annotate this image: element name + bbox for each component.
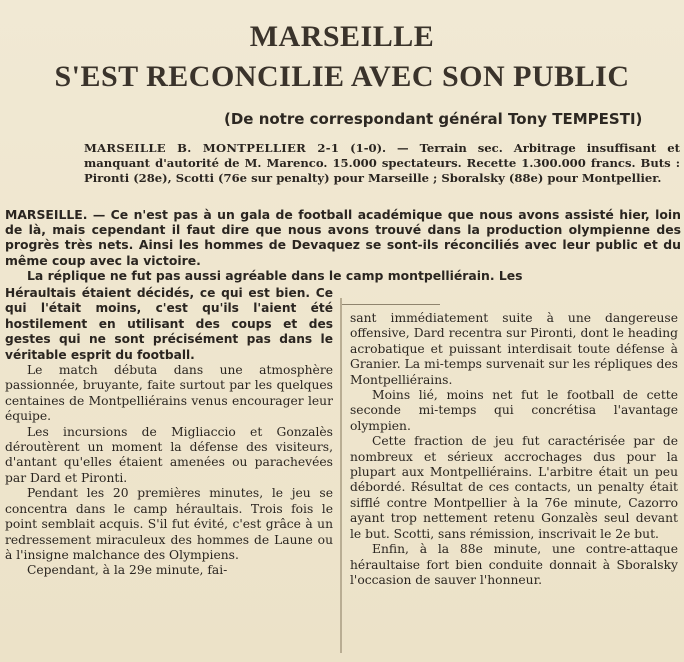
column-header-rule [340, 304, 440, 305]
right-paragraph-1: sant immédiatement suite à une dangereuse offensive, Dard recentra sur Pironti, dont le heading acrobatique et puissant interdisait toute défense à Granier. La mi-temps survenait sur les répliques des Montpelliérains. [350, 311, 678, 387]
intro-text: MARSEILLE. — Ce n'est pas à un gala de football académique que nous avons assisté hier, loin de là, mais cependant il faut dire que nous avons trouvé dans la production olympienne des progrès très nets. Ainsi les hommes de Devaquez se sont-ils réconciliés avec leur public et du même coup avec la victoire. [5, 207, 681, 268]
left-paragraph-4: Pendant les 20 premières minutes, le jeu se concentra dans le camp héraultais. Trois fois le point semblait acquis. S'il fut évité, c'est grâce à un redressement miraculeux des hommes de Laune ou à l'insigne malchance des Olympiens. [5, 486, 333, 562]
article-intro [5, 207, 681, 283]
right-paragraph-3: Cette fraction de jeu fut caractérisée par de nombreux et sérieux accrochages dus pour la plupart aux Montpelliérains. L'arbitre était un peu débordé. Résultat de ces contacts, un penalty était sifflé contre Montpellier à la 76e minute, Cazorro ayant trop nettement retenu Gonzalès seul devant le but. Scotti, sans rémission, inscrivait le 2e but. [350, 434, 678, 541]
match-summary [84, 141, 680, 187]
left-column [5, 286, 333, 579]
right-paragraph-4: Enfin, à la 88e minute, une contre-attaque héraultaise fort bien conduite donnait à Sboralsky l'occasion de sauver l'honneur. [350, 542, 678, 587]
lead-sentence: La réplique ne fut pas aussi agréable dans le camp montpelliérain. Les [27, 267, 523, 283]
headline-line-2: S'EST RECONCILIE AVEC SON PUBLIC [54, 60, 630, 93]
match-details: — Terrain sec. Arbitrage insuffisant et manquant d'autorité de M. Marenco. 15.000 spectateurs. Recette 1.300.000 francs. Buts : Pironti (28e), Scotti (76e sur penalty) pour Marseille ; Sboralsky (88e) pour Montpellier. [84, 141, 680, 186]
left-paragraph-3: Les incursions de Migliaccio et Gonzalès déroutèrent un moment la défense des visiteurs, d'antant qu'elles étaient amenées ou parachevées par Dard et Pironti. [5, 424, 333, 485]
left-paragraph-5: Cependant, à la 29e minute, fai- [27, 563, 228, 578]
left-paragraph-2: Le match débuta dans une atmosphère passionnée, bruyante, faite surtout par les quelques centaines de Montpelliérains venus encourager leur équipe. [5, 363, 333, 424]
headline-line-1: MARSEILLE [249, 20, 435, 53]
left-paragraph-1: Héraultais étaient décidés, ce qui est bien. Ce qui l'était moins, c'est qu'ils l'aient été hostilement en utilisant des coups et des gestes qui ne sont précisément pas dans le véritable esprit du football. [5, 286, 333, 362]
byline: (De notre correspondant général Tony TEMPESTI) [224, 110, 643, 128]
column-divider [340, 298, 342, 653]
right-paragraph-2: Moins lié, moins net fut le football de cette seconde mi-temps qui concrétisa l'avantage olympien. [350, 388, 678, 433]
right-column [350, 311, 678, 588]
match-teams: MARSEILLE B. MONTPELLIER 2-1 [84, 141, 340, 155]
half-time-score: (1-0). [350, 141, 387, 155]
